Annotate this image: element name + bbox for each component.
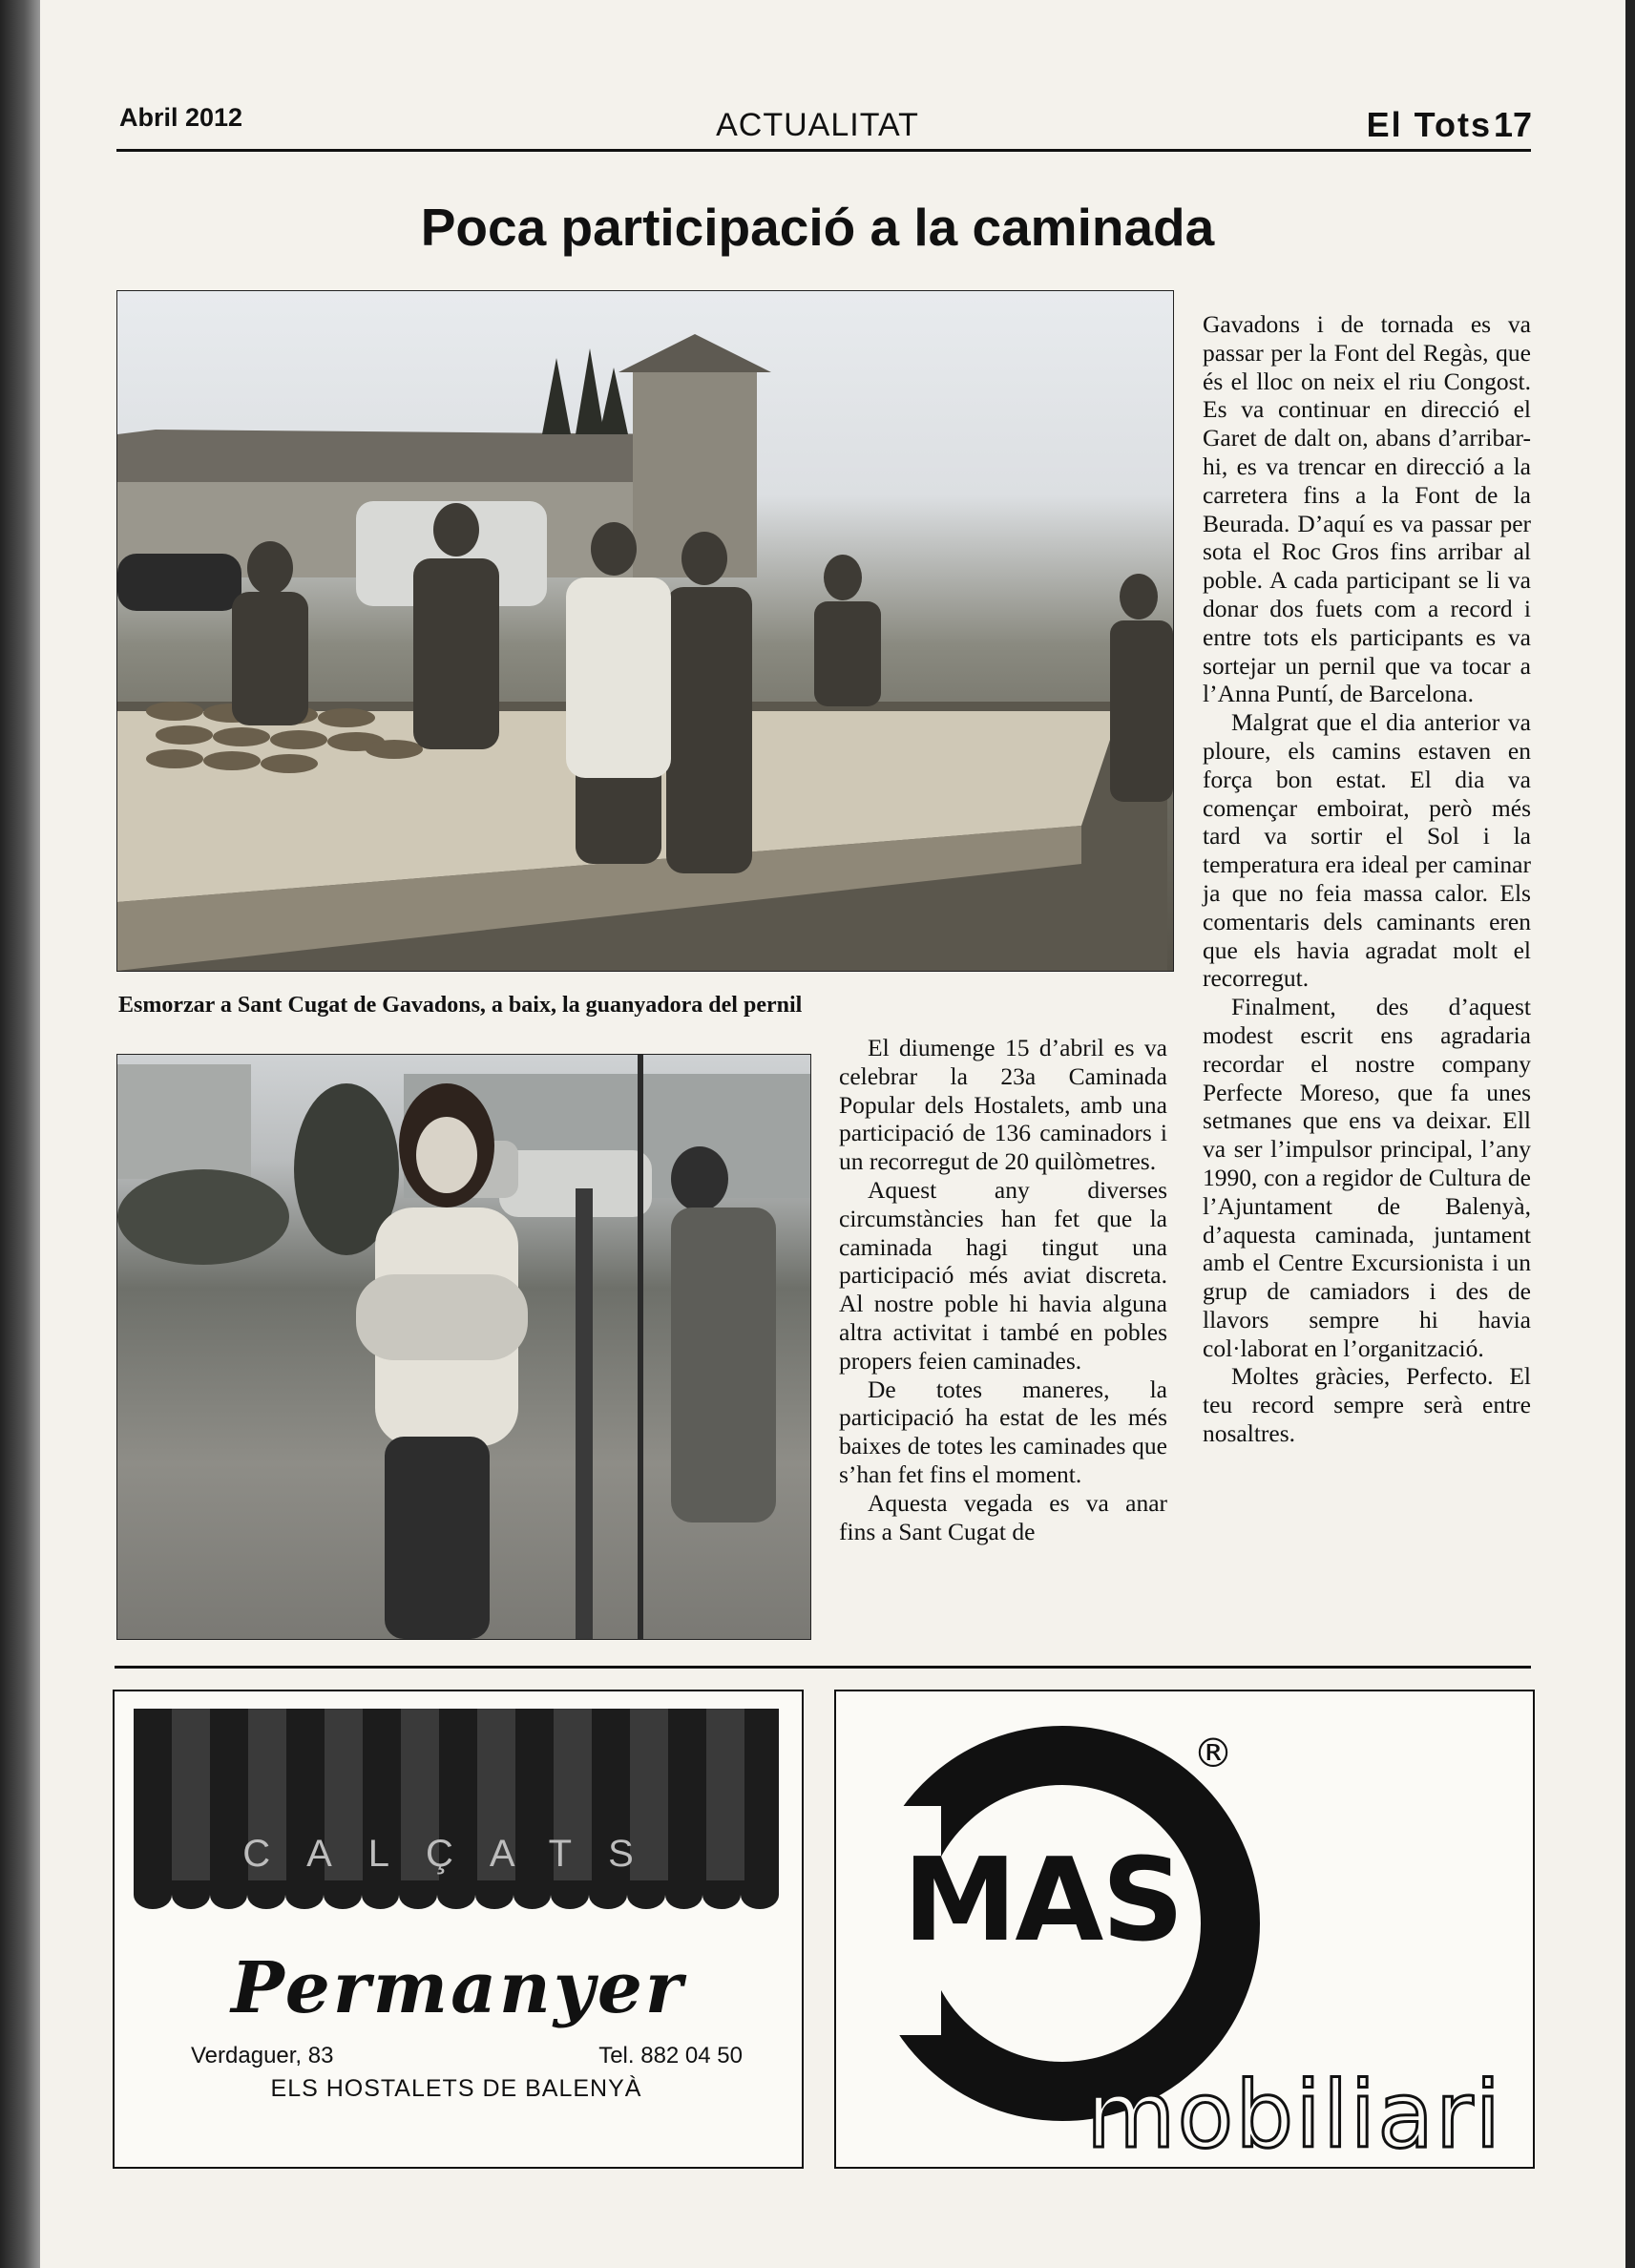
mas-mobiliari-advertisement <box>834 1690 1535 2169</box>
article-paragraph: El diumenge 15 d’abril es va celebrar la 23a Caminada Popular dels Hostalets, amb una participació de 136 caminadors i un recorregut de 20 quilòmetres. <box>839 1034 1167 1176</box>
permanyer-brand: Permanyer <box>231 1947 685 2029</box>
article-column-2 <box>1203 310 1531 1448</box>
winner-photo <box>116 1054 811 1640</box>
ads-divider <box>115 1666 1531 1669</box>
article-paragraph: Finalment, des d’aquest modest escrit ens agradaria recordar el nostre company Perfecte Moreso, que fa unes setmanes que ens va deixar. Ell va ser l’impulsor principal, l’any 1990, con a regidor de Cultura de l’Ajuntament de Balenyà, d’aquesta caminada, juntament amb el Centre Excursionista i un grup de camiadors i des de llavors sempre hi havia col·laborat en l’organització. <box>1203 993 1531 1362</box>
article-paragraph: Aquesta vegada es va anar fins a Sant Cugat de <box>839 1488 1167 1545</box>
header-rule <box>116 149 1531 152</box>
article-paragraph: Gavadons i de tornada es va passar per la Font del Regàs, que és el lloc on neix el riu Congost. Es va continuar en direcció el Garet de dalt on, abans d’arribar-hi, es va trencar en direcció a la carretera fins a la Font de la Beurada. D’aquí es va passar per sota el Roc Gros fins arribar al poble. A cada participant se li va donar dos fuets com a record i entre tots els participants es va sortejar un pernil que va tocar a l’Anna Puntí, de Barcelona. <box>1203 310 1531 708</box>
awning-text: CALÇATS <box>242 1833 670 1875</box>
breakfast-photo <box>116 290 1174 972</box>
permanyer-street: Verdaguer, 83 <box>191 2043 334 2068</box>
page-right-edge <box>1625 0 1635 2268</box>
awning-scallop-edge <box>134 1880 779 1909</box>
winner-photo-illustration <box>117 1055 810 1639</box>
header-page-number: 17 <box>1493 105 1532 144</box>
article-paragraph: Malgrat que el dia anterior va ploure, els camins estaven en força bon estat. El dia va començar emboirat, però més tard va sortir el Sol i la temperatura era ideal per caminar ja que no feia massa calor. Els comentaris dels caminants eren que els havia agradat molt el recorregut. <box>1203 708 1531 993</box>
mas-logo-text: MAS <box>903 1835 1183 1967</box>
page-binding-edge <box>0 0 40 2268</box>
permanyer-phone: Tel. 882 04 50 <box>598 2043 743 2068</box>
article-paragraph: Moltes gràcies, Perfecto. El teu record sempre serà entre nosaltres. <box>1203 1362 1531 1448</box>
breakfast-photo-illustration <box>117 291 1173 971</box>
registered-mark: ® <box>1193 1730 1233 1776</box>
permanyer-town: ELS HOSTALETS DE BALENYÀ <box>270 2075 642 2102</box>
photo-caption: Esmorzar a Sant Cugat de Gavadons, a baix, la guanyadora del pernil <box>118 993 803 1018</box>
mas-tagline: mobiliari <box>1086 2062 1503 2169</box>
article-paragraph: Aquest any diverses circumstàncies han fet que la caminada hagi tingut una participació més aviat discreta. Al nostre poble hi havia alguna altra activitat i també en pobles propers feien caminades. <box>839 1175 1167 1375</box>
article-headline: Poca participació a la caminada <box>420 198 1215 257</box>
article-column-1 <box>839 1034 1167 1545</box>
header-date: Abril 2012 <box>119 103 243 132</box>
permanyer-advertisement <box>113 1690 804 2169</box>
article-paragraph: De totes maneres, la participació ha estat de les més baixes de totes les caminades que s’han fet fins el moment. <box>839 1375 1167 1488</box>
header-section: ACTUALITAT <box>716 107 919 143</box>
header-publication <box>1367 105 1492 145</box>
publication-name: El Tots <box>1366 105 1492 144</box>
